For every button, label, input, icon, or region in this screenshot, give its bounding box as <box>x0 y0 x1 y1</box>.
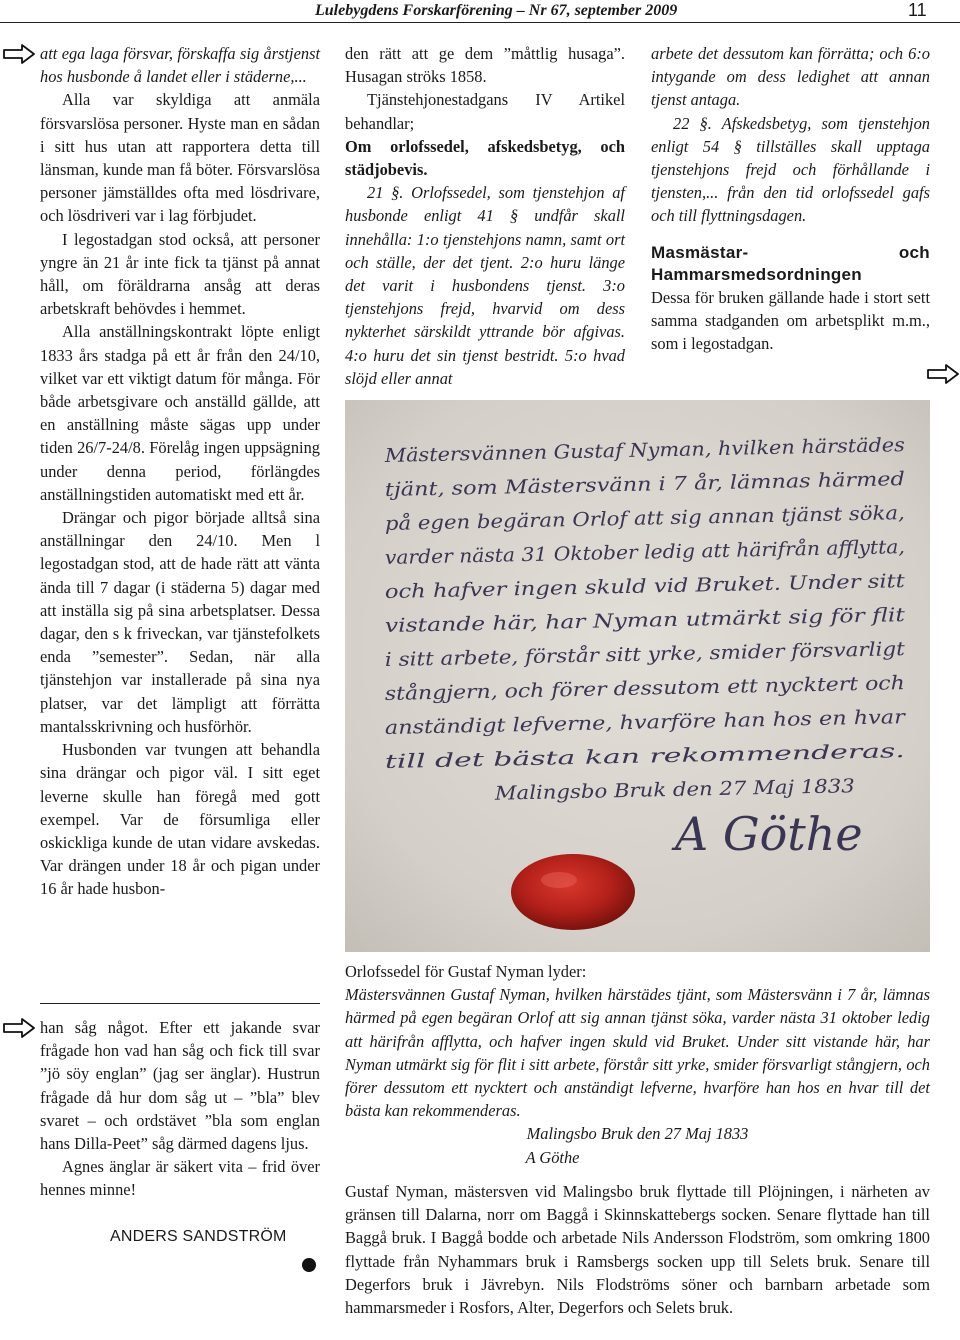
column-2 <box>345 42 625 390</box>
manuscript-line: stångjern, och förer dessutom ett nycktert och <box>384 673 835 705</box>
body-paragraph: Drängar och pigor började alltså sina anställningar den 24/10. Men l legostadgan stod, att de hade rätt att vänta ända till 7 dagar (i städerna 5) dagar med att inställa sig på sina arbetsplatser. Dessa dagar, den s k friveckan, var tjänstefolkets enda ”semester”. Sedan, när alla tjänstehjon var installerade på sina nya platser, var det lämpligt att förrätta mantalsskrivning och husförhör. <box>40 508 320 736</box>
paragraph-number: 22 §. <box>673 113 712 133</box>
section-heading: Masmästar- och Hammarsmedsordningen <box>651 242 930 284</box>
quote-paragraph: Afskedsbetyg, som tjenstehjon enligt 54 § tillställes skall upptaga tjenstehjons frejd och förhållande i tjensten,... från den tid orlofssedel gafs och till flyttningsdagen. <box>651 113 930 226</box>
body-paragraph: Agnes änglar är säkert vita – frid över hennes minne! <box>40 1157 320 1200</box>
body-paragraph: Dessa för bruken gällande hade i stort sett samma stadganden om arbetsplikt m.m., som i legostadgan. <box>651 287 930 354</box>
body-paragraph: I legostadgan stod också, att personer yngre än 21 år inte fick ta tjänst på annat håll, om föräldrarna ansåg att deras arbetskraft behövdes i hemmet. <box>40 229 320 319</box>
photo-caption <box>345 960 930 1169</box>
manuscript-line: tjänt, som Mästersvänn i 7 år, lämnas härmed <box>384 469 828 501</box>
end-mark-icon <box>302 1258 316 1272</box>
manuscript-line: varder nästa 31 Oktober ledig att härifrån afflytta, <box>384 536 873 569</box>
publication-title: Lulebygdens Forskarförening – Nr 67, september 2009 <box>315 2 678 19</box>
body-paragraph: Tjänstehjonestadgans IV Artikel behandlar; <box>345 90 625 133</box>
manuscript-line: Mästersvännen Gustaf Nyman, hvilken härstädes <box>384 435 861 467</box>
body-paragraph: den rätt att ge dem ”måttlig husaga”. Husagan ströks 1858. <box>345 44 625 87</box>
body-paragraph: Husbonden var tvungen att behandla sina drängar och pigor väl. I sitt eget leverne skulle han föregå med gott exempel. Var de försumliga eller oskickliga kunde de utan vidare avskedas. Var drängen under 18 år och pigan under 16 år hade husbon- <box>40 740 320 899</box>
section-subheading: Om orlofssedel, afskedsbetyg, och städjobevis. <box>345 136 625 180</box>
manuscript-line: i sitt arbete, förstår sitt yrke, smider försvarligt <box>384 639 845 671</box>
manuscript-signature: A Göthe <box>675 807 863 861</box>
seal-highlight <box>541 872 577 888</box>
body-paragraph: Alla var skyldiga att anmäla försvarslösa personer. Hyste man en sådan i sitt hus utan att rapportera detta till länsman, kunde man få böter. Försvarslösa personer jämställdes ofta med lösdrivare, och lösdriveri var i lag förbjudet. <box>40 90 320 226</box>
body-paragraph: Alla anställningskontrakt löpte enligt 1833 års stadga på ett år från den 24/10, vilket var ett viktigt datum för många. För både arbetsgivare och anställd gällde, att en anställning måste sägas upp under tiden 26/7-24/8. Förelåg ingen uppsägning under denna period, förlängdes anställningstiden automatiskt med ett år. <box>40 322 320 504</box>
quote-paragraph: Orlofssedel, som tjenstehjon af husbonde enligt 41 § undfår skall innehålla: 1:o tjenstehjons namn, samt ort och ställe, der det tjent. 2:o huru länge det varit i husbondens tjenst. 3:o tjenstehjons frejd, hvarvid om dess nykterhet särskildt yttrande bör afgivas. 4:o huru det sin tjenst bestridt. 5:o hvad slöjd eller annat <box>345 183 625 388</box>
column-1-continuation <box>40 1016 320 1202</box>
wax-seal <box>511 854 635 930</box>
caption-transcription: Mästersvännen Gustaf Nyman, hvilken härstädes tjänt, som Mästersvänn i 7 år, lämnas härmed på egen begäran Orlof att sig annan tjänst söka, varder nästa 31 oktober ledig att härifrån afflytta, och hafver ingen skuld vid Bruket. Under sitt vistande här, har Nyman utmärkt sig för flit i sitt arbete, förstår sitt yrke, smider försvarligt stångjern, och förer dessutom ett nycktert och anständigt lefverne, hvarföre han hos en hvar till det bästa kan rekommenderas. <box>345 985 930 1121</box>
caption-signature: A Göthe <box>525 1147 580 1167</box>
paragraph-number: 21 §. <box>367 183 404 203</box>
caption-intro: Orlofssedel för Gustaf Nyman lyder: <box>345 962 587 981</box>
author-signoff: ANDERS SANDSTRÖM <box>110 1228 287 1245</box>
continue-arrow-icon <box>926 364 960 384</box>
manuscript-image <box>345 400 930 952</box>
manuscript-line: anständigt lefverne, hvarföre han hos en hvar <box>384 707 827 739</box>
page-number: 11 <box>908 0 927 20</box>
manuscript-line: till det bästa kan rekommenderas. <box>384 744 716 773</box>
manuscript-line: vistande här, har Nyman utmärkt sig för flit <box>384 606 807 637</box>
manuscript-line: på egen begäran Orlof att sig annan tjänst söka, <box>384 503 851 535</box>
manuscript-line: och hafver ingen skuld vid Bruket. Under sitt <box>384 571 822 603</box>
column-1 <box>40 42 320 901</box>
column-3 <box>651 42 930 355</box>
manuscript-line: Malingsbo Bruk den 27 Maj 1833 <box>494 775 818 805</box>
body-paragraph: Gustaf Nyman, mästersven vid Malingsbo bruk flyttade till Plöjningen, i närheten av gränsen till Dalarna, norr om Baggå i Skinnskattebergs socken. Senare flyttade han till Baggå bruk. I Baggå bodde och arbetade Nils Andersson Flodström, som omkring 1800 flyttade från Nyhammars bruk i Ramsbergs socken upp till Selets bruk. Senare till Degerfors bruk i Jävrebyn. Nils Flodströms söner och barnbarn arbetade som hammarsmeder i Rosfors, Alter, Degerfors och Selets bruk. <box>345 1182 930 1318</box>
manuscript-photo <box>345 400 930 952</box>
quote-paragraph: arbete det dessutom kan förrätta; och 6:o intygande om dess ledighet att annan tjenst antaga. <box>651 44 930 110</box>
continue-arrow-icon <box>2 1018 36 1038</box>
caption-place-date: Malingsbo Bruk den 27 Maj 1833 <box>526 1124 749 1144</box>
quote-paragraph: att ega laga försvar, förskaffa sig årstjenst hos husbonde å landet eller i städerne,... <box>40 44 320 87</box>
body-paragraph: han såg något. Efter ett jakande svar frågade hon vad han såg och fick till svar ”jö söy englan” (jag ser änglar). Hustrun frågade då hur dom såg ut – ”bla” blev svaret – och ordstävet ”bla som englan hans Dilla-Peet” såg därmed dagens ljus. <box>40 1018 320 1154</box>
continue-arrow-icon <box>2 44 36 64</box>
page-header <box>0 0 960 23</box>
column-divider <box>40 1003 320 1004</box>
